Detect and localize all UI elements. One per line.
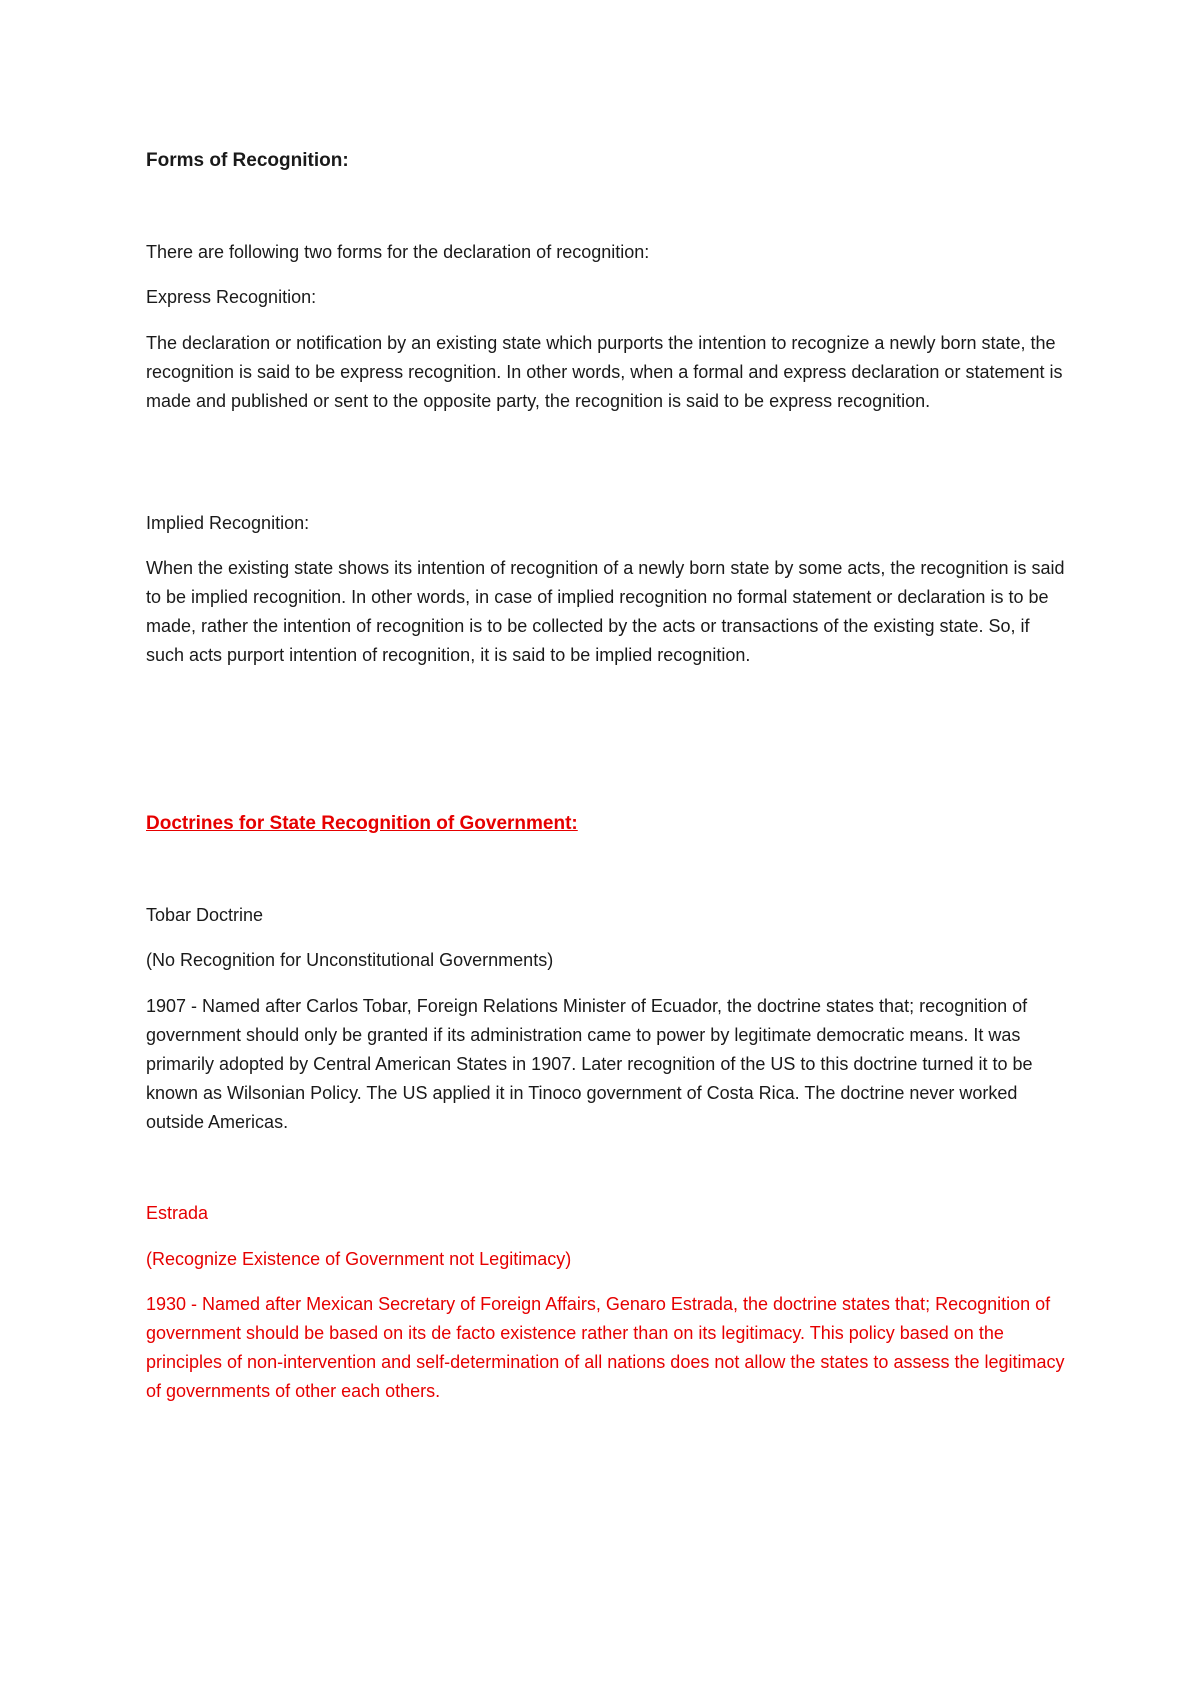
implied-label: Implied Recognition: — [146, 513, 310, 533]
forms-heading: Forms of Recognition: — [146, 150, 349, 171]
forms-intro: There are following two forms for the declaration of recognition: — [146, 242, 650, 262]
estrada-title: Estrada — [146, 1203, 209, 1223]
express-label: Express Recognition: — [146, 287, 317, 307]
tobar-paragraph: 1907 - Named after Carlos Tobar, Foreign Relations Minister of Ecuador, the doctrine states that; recognition of government should only be granted if its administration came to power by legitimate democratic means. It was primarily adopted by Central American States in 1907. Later recognition of the US to this doctrine turned it to be known as Wilsonian Policy. The US applied it in Tinoco government of Costa Rica. The doctrine never worked outside Americas. — [146, 996, 1033, 1132]
implied-paragraph: When the existing state shows its intention of recognition of a newly born state by some acts, the recognition is said to be implied recognition. In other words, in case of implied recognition no formal statement or declaration is to be made, rather the intention of recognition is to be collected by the acts or transactions of the existing state. So, if such acts purport intention of recognition, it is said to be implied recognition. — [146, 558, 1065, 665]
estrada-subtitle: (Recognize Existence of Government not Legitimacy) — [146, 1249, 572, 1269]
estrada-paragraph: 1930 - Named after Mexican Secretary of Foreign Affairs, Genaro Estrada, the doctrine states that; Recognition of government should be based on its de facto existence rather than on its legitimacy. This policy based on the principles of non-intervention and self-determination of all nations does not allow the states to assess the legitimacy of governments of other each others. — [146, 1294, 1065, 1401]
tobar-subtitle: (No Recognition for Unconstitutional Governments) — [146, 950, 554, 970]
doctrines-heading: Doctrines for State Recognition of Government: — [146, 813, 578, 834]
tobar-title: Tobar Doctrine — [146, 905, 264, 925]
express-paragraph: The declaration or notification by an existing state which purports the intention to recognize a newly born state, the recognition is said to be express recognition. In other words, when a formal and express declaration or statement is made and published or sent to the opposite party, the recognition is said to be express recognition. — [146, 333, 1063, 411]
